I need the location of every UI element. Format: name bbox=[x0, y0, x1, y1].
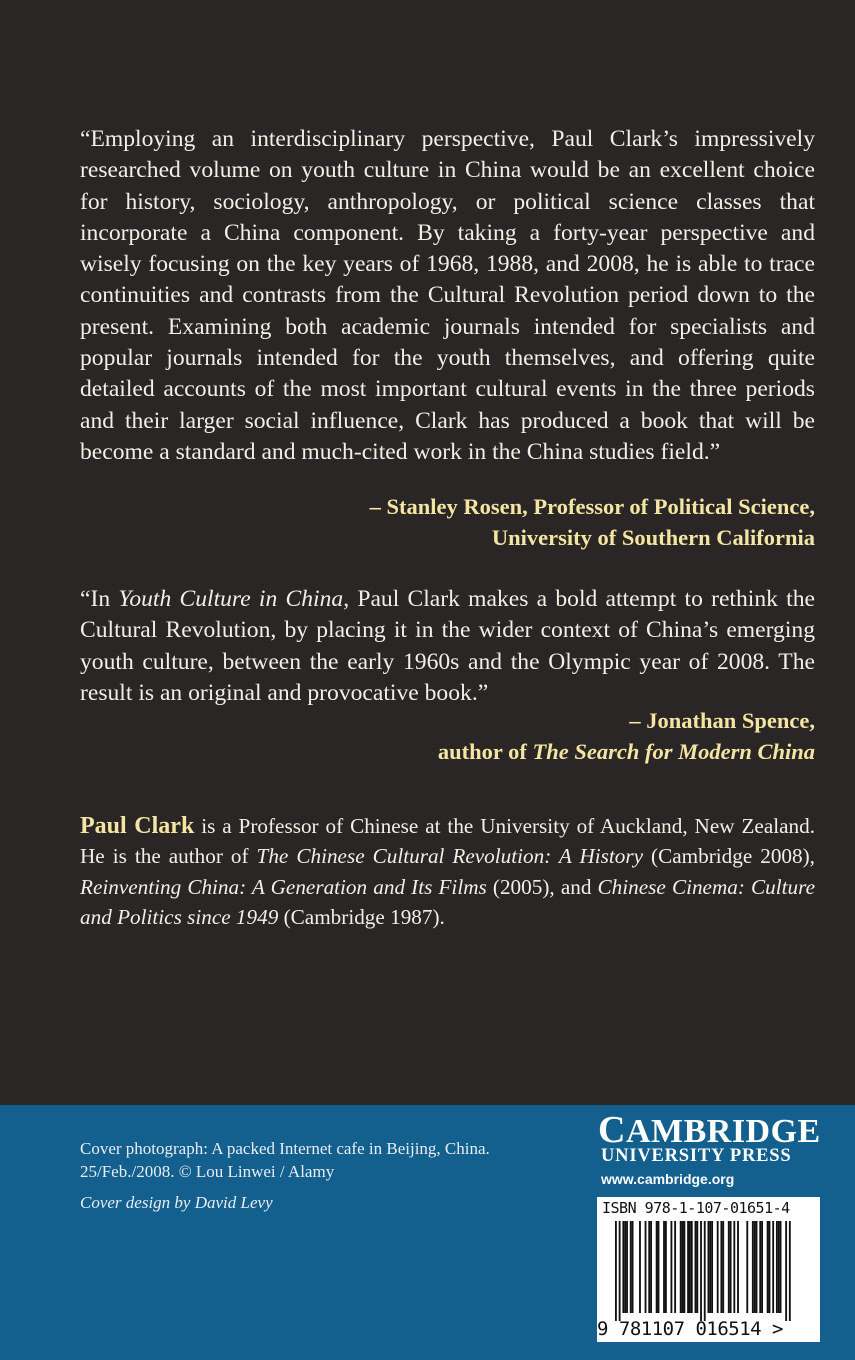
publisher-url: www.cambridge.org bbox=[601, 1171, 735, 1187]
bio-title-3: Chinese Cinema: Culture and Politics since 1949 bbox=[80, 874, 815, 929]
isbn-label: ISBN 978-1-107-01651-4 bbox=[602, 1199, 790, 1217]
barcode-bar bbox=[737, 1221, 739, 1313]
attribution-spence-line2 bbox=[80, 736, 815, 767]
barcode-bar bbox=[674, 1221, 676, 1313]
barcode-bar bbox=[754, 1221, 756, 1313]
barcode-bar bbox=[624, 1221, 626, 1313]
barcode-bar bbox=[789, 1221, 791, 1321]
barcode-bar bbox=[630, 1221, 632, 1313]
barcode-bar bbox=[733, 1221, 735, 1313]
barcode-bar bbox=[695, 1221, 697, 1313]
barcode-bar bbox=[785, 1221, 787, 1321]
barcode-bar bbox=[665, 1221, 667, 1313]
review-quote-spence-text bbox=[80, 584, 815, 709]
barcode-bar bbox=[682, 1221, 684, 1313]
barcode-bar bbox=[615, 1221, 617, 1321]
quote-book-title: Youth Culture in China bbox=[118, 586, 344, 612]
barcode-bar bbox=[709, 1221, 711, 1313]
quote-open: “In bbox=[80, 586, 119, 612]
barcode-bar bbox=[619, 1221, 621, 1321]
barcode-bar bbox=[730, 1221, 732, 1313]
barcode-bar bbox=[663, 1221, 665, 1313]
publisher-title-rest: AMBRIDGE bbox=[625, 1113, 821, 1150]
attribution-rosen-line1: – Stanley Rosen, Professor of Political Science, bbox=[369, 494, 815, 519]
quote-rest: , Paul Clark makes a bold attempt to rethink the Cultural Revolution, by placing it in the wider context of China’s emerging youth culture, between the early 1960s and the Olympic year of 2008. The result is an original and provocative book.” bbox=[80, 586, 815, 706]
author-bio bbox=[80, 811, 815, 932]
barcode-bar bbox=[632, 1221, 634, 1313]
barcode-bar bbox=[778, 1221, 780, 1313]
barcode-bar bbox=[626, 1221, 628, 1313]
barcode-bar bbox=[691, 1221, 693, 1313]
barcode-bar bbox=[776, 1221, 778, 1313]
barcode-bar bbox=[767, 1221, 769, 1313]
photo-credit-line2: 25/Feb./2008. © Lou Linwei / Alamy bbox=[80, 1162, 335, 1181]
barcode-bar bbox=[759, 1221, 761, 1313]
barcode-bar bbox=[769, 1221, 771, 1313]
cover-photo-credit bbox=[80, 1137, 550, 1183]
review-attribution-rosen bbox=[80, 491, 815, 553]
barcode-bar bbox=[687, 1221, 689, 1313]
barcode-bar bbox=[645, 1221, 647, 1313]
barcode-bar bbox=[680, 1221, 682, 1313]
barcode-bar bbox=[756, 1221, 758, 1313]
publisher-logo-title bbox=[598, 1109, 821, 1151]
publisher-press-label: UNIVERSITY PRESS bbox=[601, 1146, 792, 1166]
bio-text-2: (Cambridge 2008), bbox=[643, 844, 815, 869]
barcode-bar bbox=[648, 1221, 650, 1313]
bio-text-4: (Cambridge 1987). bbox=[278, 904, 445, 929]
barcode-panel bbox=[597, 1197, 820, 1342]
cover-design-credit: Cover design by David Levy bbox=[80, 1193, 273, 1212]
review-quote-spence bbox=[80, 584, 815, 709]
barcode-bar bbox=[696, 1221, 698, 1313]
attribution-book-title: The Search for Modern China bbox=[532, 739, 815, 764]
barcode-bar bbox=[746, 1221, 748, 1313]
barcode-bar bbox=[671, 1221, 673, 1313]
barcode-bar bbox=[711, 1221, 713, 1313]
barcode-bar bbox=[717, 1221, 719, 1313]
barcode-digits: 9 781107 016514 > bbox=[597, 1318, 783, 1340]
attribution-spence-line1: – Jonathan Spence, bbox=[629, 708, 815, 733]
barcode-bar bbox=[752, 1221, 754, 1313]
barcode-bar bbox=[761, 1221, 763, 1313]
review-quote-rosen bbox=[80, 124, 815, 468]
author-name: Paul Clark bbox=[80, 813, 195, 839]
bio-text-3: (2005), and bbox=[486, 874, 598, 899]
barcode-bar bbox=[772, 1221, 774, 1313]
barcode-bar bbox=[658, 1221, 660, 1313]
barcode-bar bbox=[656, 1221, 658, 1313]
barcode-bar bbox=[728, 1221, 730, 1313]
barcode-bar bbox=[639, 1221, 641, 1313]
bio-title-2: Reinventing China: A Generation and Its Films bbox=[80, 874, 487, 899]
bio-text-1: is a Professor of Chinese at the University of Auckland, New Zealand. He is the author of bbox=[80, 814, 815, 869]
review-attribution-spence bbox=[80, 705, 815, 767]
photo-credit-line1: Cover photograph: A packed Internet cafe in Beijing, China. bbox=[80, 1139, 490, 1158]
barcode-bar bbox=[722, 1221, 724, 1313]
publisher-title-initial: C bbox=[598, 1109, 626, 1151]
barcode-bar bbox=[689, 1221, 691, 1313]
attribution-prefix: author of bbox=[437, 739, 533, 764]
barcode-bar bbox=[622, 1221, 624, 1313]
barcode-bar bbox=[700, 1221, 702, 1321]
barcode-bar bbox=[708, 1221, 710, 1313]
barcode-bar bbox=[650, 1221, 652, 1313]
barcode-icon bbox=[603, 1221, 814, 1321]
barcode-bar bbox=[704, 1221, 706, 1321]
attribution-rosen-line2: University of Southern California bbox=[491, 525, 815, 550]
barcode-bar bbox=[683, 1221, 685, 1313]
barcode-bar bbox=[720, 1221, 722, 1313]
review-quote-rosen-text: “Employing an interdisciplinary perspective, Paul Clark’s impressively researched volume on youth culture in China would be an excellent choice for history, sociology, anthropology, or political science classes that incorporate a China component. By taking a forty-year perspective and wisely focusing on the key years of 1968, 1988, and 2008, he is able to trace continuities and contrasts from the Cultural Revolution period down to the present. Examining both academic journals intended for specialists and popular journals intended for the youth themselves, and offering quite detailed accounts of the most important cultural events in the three periods and their larger social influence, Clark has produced a book that will be become a standard and much-cited work in the China studies field.” bbox=[80, 126, 815, 465]
bio-title-1: The Chinese Cultural Revolution: A History bbox=[256, 844, 644, 869]
barcode-bar bbox=[780, 1221, 782, 1313]
